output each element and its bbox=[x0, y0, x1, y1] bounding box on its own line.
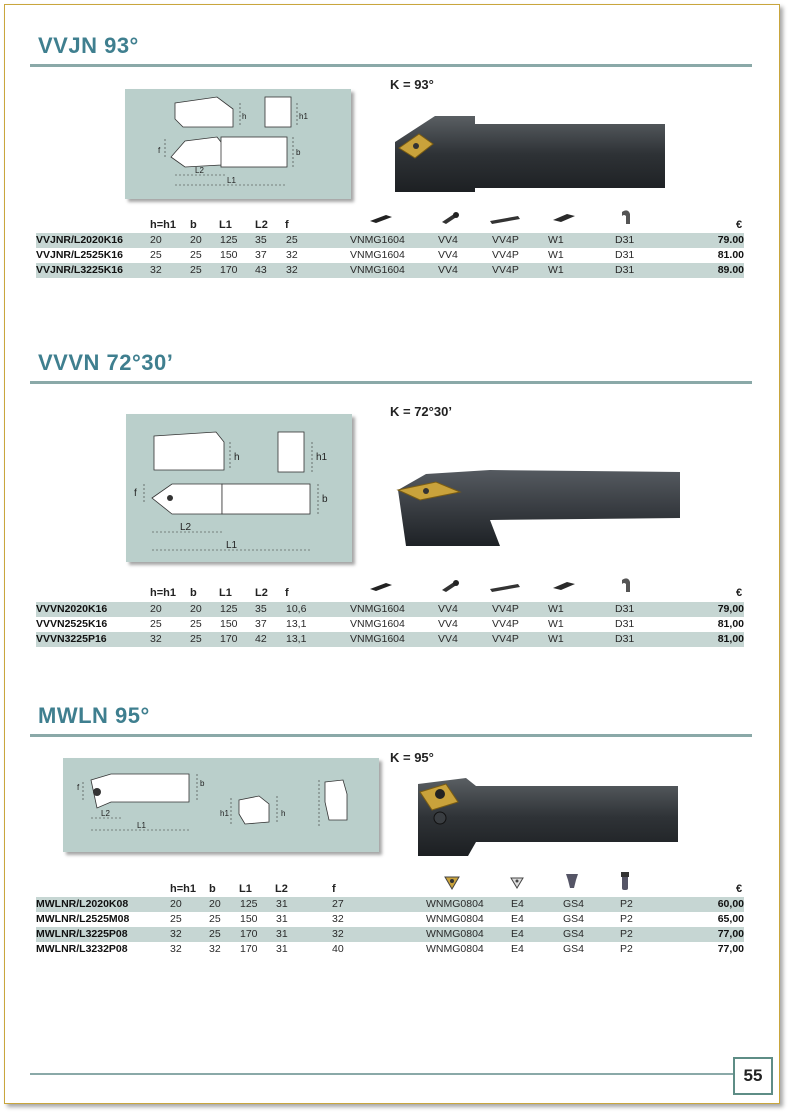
col-header-euro: € bbox=[736, 883, 743, 895]
dim-l2-label: L2 bbox=[180, 522, 192, 533]
k-angle-label: K = 93° bbox=[390, 77, 434, 92]
section-title-vvvn: VVVN 72°30’ bbox=[38, 350, 174, 375]
col-header-b: b bbox=[190, 587, 197, 599]
table-row: VVJNR/L3225K16 32 25 170 43 32 VNMG1604 VV4 VV4P W1 D31 89.00 bbox=[36, 264, 744, 276]
col-header-euro: € bbox=[736, 219, 743, 231]
dim-f-label: f bbox=[158, 146, 161, 155]
page-number: 55 bbox=[733, 1057, 773, 1095]
dim-h-label: h bbox=[242, 112, 247, 121]
section-title-mwln: MWLN 95° bbox=[38, 703, 150, 728]
table-row: VVVN2020K16 20 20 125 35 10,6 VNMG1604 VV4 VV4P W1 D31 79,00 bbox=[36, 603, 744, 615]
col-header-f: f bbox=[285, 587, 289, 599]
dim-h-label: h bbox=[234, 452, 240, 463]
technical-drawing-mwln bbox=[63, 758, 379, 852]
col-header-b: b bbox=[209, 883, 216, 895]
col-header-h: h=h1 bbox=[150, 219, 176, 231]
trigon-shim-icon bbox=[510, 877, 524, 889]
table-row: VVJNR/L2020K16 20 20 125 35 25 VNMG1604 VV4 VV4P W1 D31 79.00 bbox=[36, 234, 744, 246]
col-header-h: h=h1 bbox=[150, 587, 176, 599]
col-header-euro: € bbox=[736, 587, 743, 599]
section-title-vvjn: VVJN 93° bbox=[38, 33, 139, 58]
trigon-insert-icon bbox=[443, 875, 461, 891]
table-row: VVJNR/L2525K16 25 25 150 37 32 VNMG1604 VV4 VV4P W1 D31 81.00 bbox=[36, 249, 744, 261]
lever-icon bbox=[564, 872, 580, 890]
table-row: MWLNR/L2020K08 20 20 125 31 27 WNMG0804 E4 GS4 P2 60,00 bbox=[36, 898, 744, 910]
dim-l1-label: L1 bbox=[137, 821, 146, 830]
clamp-key-icon bbox=[618, 208, 634, 226]
dim-f-label: f bbox=[77, 783, 80, 792]
dim-b-label: b bbox=[322, 494, 328, 505]
technical-drawing-vvvn bbox=[126, 414, 352, 562]
table-row: VVVN3225P16 32 25 170 42 13,1 VNMG1604 VV4 VV4P W1 D31 81,00 bbox=[36, 633, 744, 645]
dim-l2-label: L2 bbox=[195, 166, 204, 175]
long-screw-icon bbox=[488, 213, 522, 225]
col-header-l1: L1 bbox=[219, 219, 232, 231]
col-header-l1: L1 bbox=[239, 883, 252, 895]
dim-b-label: b bbox=[200, 779, 205, 788]
dim-l1-label: L1 bbox=[226, 540, 238, 551]
dim-l2-label: L2 bbox=[101, 809, 110, 818]
col-header-l2: L2 bbox=[255, 587, 268, 599]
table-row: MWLNR/L2525M08 25 25 150 31 32 WNMG0804 E4 GS4 P2 65,00 bbox=[36, 913, 744, 925]
shim-icon bbox=[551, 580, 577, 592]
col-header-f: f bbox=[285, 219, 289, 231]
section-rule bbox=[30, 734, 752, 737]
pin-screw-icon bbox=[440, 578, 462, 594]
section-rule bbox=[30, 381, 752, 384]
tool-holder-photo-vvjn bbox=[385, 104, 670, 196]
table-row: VVVN2525K16 25 25 150 37 13,1 VNMG1604 VV4 VV4P W1 D31 81,00 bbox=[36, 618, 744, 630]
dim-b-label: b bbox=[296, 148, 301, 157]
insert-icon bbox=[368, 213, 394, 225]
table-row: MWLNR/L3225P08 32 25 170 31 32 WNMG0804 E4 GS4 P2 77,00 bbox=[36, 928, 744, 940]
dim-f-label: f bbox=[134, 488, 137, 499]
clamp-key-icon bbox=[618, 576, 634, 594]
insert-icon bbox=[368, 581, 394, 593]
col-header-h: h=h1 bbox=[170, 883, 196, 895]
dim-l1-label: L1 bbox=[227, 176, 236, 185]
col-header-l2: L2 bbox=[275, 883, 288, 895]
col-header-f: f bbox=[332, 883, 336, 895]
col-header-l2: L2 bbox=[255, 219, 268, 231]
section-rule bbox=[30, 64, 752, 67]
dim-h1-label: h1 bbox=[220, 809, 229, 818]
footer-rule bbox=[30, 1073, 733, 1075]
pin-screw-icon bbox=[440, 210, 462, 226]
col-header-b: b bbox=[190, 219, 197, 231]
k-angle-label: K = 95° bbox=[390, 750, 434, 765]
long-screw-icon bbox=[488, 581, 522, 593]
lever-screw-icon bbox=[619, 870, 631, 892]
technical-drawing-vvjn bbox=[125, 89, 351, 199]
k-angle-label: K = 72°30’ bbox=[390, 404, 452, 419]
tool-holder-photo-vvvn bbox=[390, 464, 685, 550]
dim-h1-label: h1 bbox=[299, 112, 308, 121]
dim-h-label: h bbox=[281, 809, 286, 818]
shim-icon bbox=[551, 212, 577, 224]
dim-h1-label: h1 bbox=[316, 452, 328, 463]
tool-holder-photo-mwln bbox=[412, 770, 682, 858]
col-header-l1: L1 bbox=[219, 587, 232, 599]
table-row: MWLNR/L3232P08 32 32 170 31 40 WNMG0804 E4 GS4 P2 77,00 bbox=[36, 943, 744, 955]
